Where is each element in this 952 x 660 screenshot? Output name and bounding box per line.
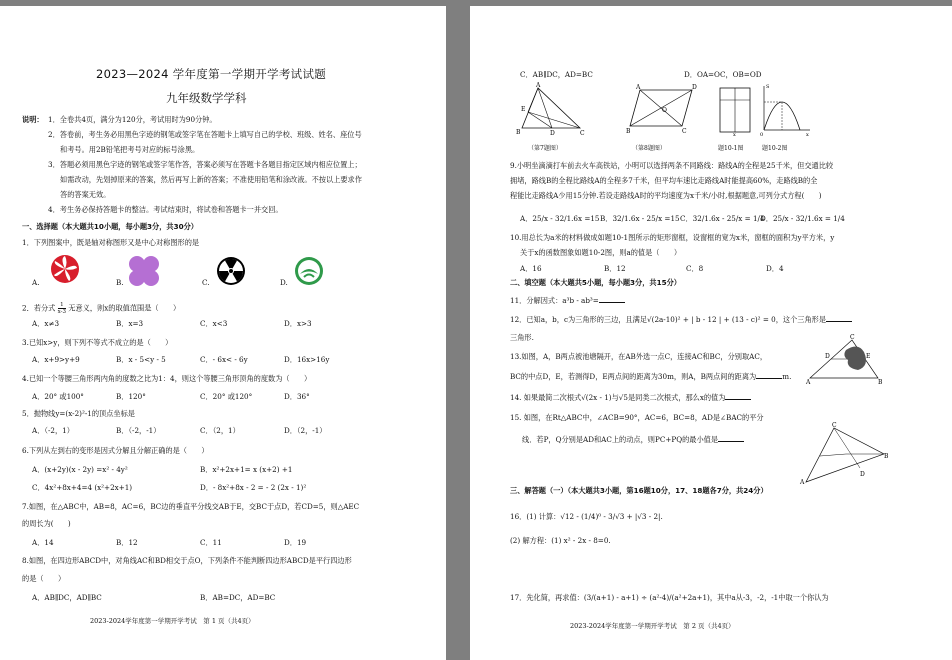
label-a: A [636,84,641,91]
q3-option: D．16x>16y [284,355,330,364]
label-o: O [662,107,667,114]
q6-option: C．4x²+8x+4=4 (x²+2x+1) [32,483,133,492]
q11-stem: 11．分解因式：a³b - ab³= [510,296,599,305]
question-10: 10.用总长为a米的材料做成如题10-1图所示的矩形窗框，设窗框的宽为x米，窗框的面积为y平方米，y [510,233,835,242]
exam-page-1 [0,6,446,660]
label-d: D [825,353,830,360]
q2-option: B．x=3 [116,319,144,328]
question-16-part2: (2) 解方程：(1) x² - 2x - 8=0. [510,536,611,545]
q9-option: A．25/x - 32/1.6x =15 [520,214,600,223]
q2-stem: 2．若分式 [22,303,56,313]
question-5: 5．抛物线y=(x-2)²-1的顶点坐标是 [22,409,135,418]
q8-option: D．OA=OC，OB=OD [684,70,762,79]
question-8-cont: 的是（ ） [22,574,66,583]
q2-option: D．x>3 [284,319,312,328]
q10-option: A．16 [520,264,542,273]
label-b: B [878,379,883,386]
q6-option: A．(x+2y)(x - 2y) =x² - 4y² [32,465,128,474]
q9-option: B．32/1.6x - 25/x =15 [600,214,680,223]
question-7-cont: 的周长为( ) [22,519,71,528]
answer-blank[interactable] [599,294,625,303]
q5-option: A．（-2，1） [32,426,74,435]
note-line: 答的答案无效。 [60,190,111,199]
caption-figure-10-2: 题10-2图 [762,145,788,152]
radiation-logo-icon [216,256,246,286]
label-c: C [580,130,585,137]
section-heading: 二、填空题（本大题共5小题，每小题3分，共15分） [510,278,681,287]
q1-option-a: A. [32,278,40,287]
label-c: C [832,422,837,429]
page-footer: 2023-2024学年度第一学期开学考试 第 1 页（共4页） [90,617,255,625]
q2-fraction-den: x-3 [57,309,66,315]
q7-option: D．19 [284,538,307,547]
q10-option: B．12 [604,264,626,273]
q3-option: A．x+9>y+9 [32,355,80,364]
green-food-logo-icon [294,256,324,286]
answer-blank[interactable] [826,313,852,322]
question-3: 3.已知x>y，则下列不等式不成立的是（ ） [22,338,173,347]
label-c: C [850,334,855,341]
label-d: D [860,471,865,478]
q9-option: C．32/1.6x - 25/x = 1/4 [680,214,765,223]
label-b: B [884,453,889,460]
question-10-cont: 关于x的函数图象如题10-2图，则a的值是（ ） [520,248,682,257]
question-13: 13.如图，A，B两点被池塘隔开，在AB外选一点C，连接AC和BC，分别取AC， [510,352,768,361]
q5-option: C．（2，1） [200,426,240,435]
exam-subtitle: 九年级数学学科 [166,91,247,105]
q2-fraction [58,302,66,315]
q4-option: C．20° 或120° [200,392,253,401]
answer-blank[interactable] [725,391,751,400]
q2-option: C．x<3 [200,319,228,328]
note-line: 3．答题必须用黑色字迹的钢笔或签字笔作答，答案必须写在答题卡各题目指定区域内相应位置上； [48,160,362,169]
figure-8-parallelogram [626,86,698,134]
note-line: 2．答卷前，考生务必用黑色字迹的钢笔或签字笔在答题卡上填写自己的学校、班级、姓名、座位号 [48,130,362,139]
q7-option: C．11 [200,538,222,547]
q2-fraction-num: 1 [58,302,66,309]
note-line: 和考号。用2B铅笔把考号对应的标号涂黑。 [60,145,200,154]
question-14 [510,391,751,403]
question-15-cont [522,433,744,445]
q8-option: A．AB∥DC，AD∥BC [32,593,102,602]
q3-option: B．x - 5<y - 5 [116,355,166,364]
question-9-cont: 拥堵，路线B的全程比路线A的全程多7千米，但平均车速比走路线A时能提高60%，走路线B的全 [510,176,818,185]
label-x: x [733,132,736,138]
page-footer: 2023-2024学年度第一学期开学考试 第 2 页（共4页） [570,622,735,630]
question-7: 7.如图，在△ABC中，AB=8，AC=6，BC边的垂直平分线交AB于E，交BC于点D，若CD=5，则△AEC [22,502,360,511]
q10-option: C．8 [686,264,704,273]
figure-10-2-graph [760,84,812,138]
q8-option: B．AB=DC，AD=BC [200,593,276,602]
section-heading: 三、解答题（一）（本大题共3小题，第16题10分，17、18题各7分，共24分） [510,486,768,495]
section-heading: 一、选择题（本大题共10小题，每小题3分，共30分） [22,222,198,231]
q3-option: C．- 6x< - 6y [200,355,248,364]
question-4: 4.已知一个等腰三角形两内角的度数之比为1：4，则这个等腰三角形顶角的度数为（ ） [22,374,312,383]
q6-option: D．- 8x²+8x - 2 = - 2 (2x - 1)² [200,483,307,492]
label-s: S [766,84,770,90]
q15-stem: 线．若P，Q分别是AD和AC上的动点，则PC+PQ的最小值是 [522,435,719,444]
question-2 [22,302,180,315]
bauhinia-logo-icon [50,254,80,284]
question-8: 8.如图，在四边形ABCD中，对角线AC和BD相交于点O，下列条件不能判断四边形ABCD是平行四边形 [22,556,352,565]
label-e: E [521,106,526,113]
exam-title: 2023—2024 学年度第一学期开学考试试题 [96,67,327,81]
q5-option: B．（-2，-1） [116,426,161,435]
label-d: D [550,130,555,137]
q2-tail: 无意义，则x的取值范围是（ ） [68,303,181,313]
q2-option: A．x≠3 [32,319,60,328]
label-d: D [692,84,697,91]
figure-7-triangle [516,84,586,138]
q14-stem: 14. 如果最简二次根式√(2x - 1)与√5是同类二次根式，那么x的值为 [510,393,726,402]
label-a: A [536,82,541,89]
label-b: B [626,128,631,135]
caption-figure-8: （第8题图） [632,145,666,152]
q4-option: A．20° 或100° [32,392,84,401]
q1-option-d: D. [280,278,288,287]
question-9-cont: 程能比走路线A少用15分钟.若设走路线A时的平均速度为x千米/小时,根据题意,可列分式方程( ) [510,191,822,200]
q5-option: D．（2，-1） [284,426,327,435]
label-a: A [800,479,805,486]
q6-option: B．x²+2x+1= x (x+2) +1 [200,465,293,474]
label-e: E [866,353,871,360]
answer-blank[interactable] [756,370,782,379]
figure-13-pond [806,336,886,384]
label-b: B [516,129,521,136]
q12-stem: 12．已知a，b，c为三角形的三边，且满足√(2a-10)² + | b - 12 | + (13 - c)² = 0，这个三角形是 [510,315,827,324]
question-12 [510,313,852,325]
caption-figure-10-1: 题10-1图 [718,145,744,152]
q7-option: A．14 [32,538,54,547]
q9-option: D．25/x - 32/1.6x = 1/4 [760,214,845,223]
figure-10-1-window [718,86,754,136]
question-6: 6.下列从左到右的变形是因式分解且分解正确的是（ ） [22,446,209,455]
q1-option-b: B. [116,278,124,287]
q13-unit: m. [782,372,792,381]
q10-option: D．4 [766,264,784,273]
question-16: 16．(1) 计算：√12 - (1/4)⁰ - 3/√3 + |√3 - 2|. [510,512,663,521]
q4-option: D．36° [284,392,310,401]
q8-option: C．AB∥DC，AD=BC [520,70,593,79]
label-origin: 0 [760,132,764,138]
question-15: 15. 如图，在Rt△ABC中，∠ACB=90°，AC=6，BC=8，AD是∠BAC的平分 [510,413,764,422]
question-11 [510,294,625,306]
question-12-cont: 三角形. [510,333,534,342]
figure-15-right-triangle [800,424,890,486]
label-x: x [806,132,809,138]
answer-blank[interactable] [718,433,744,442]
q7-option: B．12 [116,538,138,547]
question-13-cont [510,370,791,382]
label-c: C [682,128,687,135]
exam-page-2 [470,6,952,660]
four-circles-logo-icon [128,255,160,287]
question-9: 9.小明坐滴滴打车前去火车高铁站，小明可以选择两条不同路线：路线A的全程是25千米，但交通比较 [510,161,834,170]
note-line: 4．考生务必保持答题卡的整洁。考试结束时，将试卷和答题卡一并交回。 [48,205,283,214]
q13-stem: BC的中点D，E，若测得D，E两点间的距离为30m，则A，B两点间的距离为 [510,372,757,381]
note-line: 1．全卷共4页，满分为120分，考试用时为90分钟。 [48,115,217,124]
caption-figure-7: （第7题图） [528,145,562,152]
note-line: 如需改动，先划掉原来的答案，然后再写上新的答案；不准使用铅笔和涂改液。不按以上要求作 [60,175,362,184]
question-17: 17．先化简，再求值：(3/(a+1) - a+1) ÷ (a²-4)/(a²+2a+1)，其中a从-3，-2，-1中取一个你认为 [510,593,829,602]
question-1: 1．下列图案中，既是轴对称图形又是中心对称图形的是 [22,238,200,247]
q4-option: B．120° [116,392,146,401]
notes-label: 说明： [22,115,44,124]
q1-option-c: C. [202,278,210,287]
label-a: A [806,379,811,386]
